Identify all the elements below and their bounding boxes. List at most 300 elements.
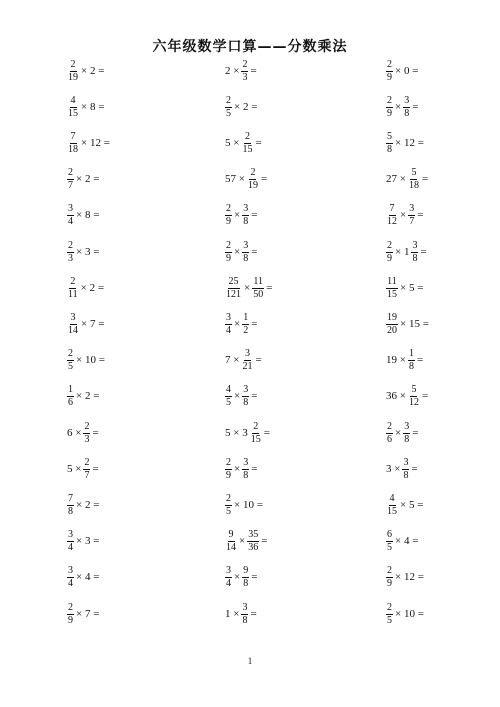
- denominator: 9: [226, 252, 231, 264]
- problem: [224, 168, 268, 191]
- denominator: 8: [243, 252, 249, 264]
- denominator: 4: [68, 542, 73, 554]
- numerator: 2: [387, 58, 392, 70]
- denominator: 15: [250, 433, 261, 445]
- numerator: 3: [243, 239, 249, 251]
- numerator: 2: [226, 456, 231, 468]
- numerator: 2: [242, 58, 248, 70]
- numerator: 2: [68, 348, 73, 360]
- problem: [66, 566, 100, 589]
- problem: [224, 494, 264, 517]
- expression-text: =: [421, 390, 429, 403]
- expression-text: × 7 =: [76, 607, 100, 620]
- fraction: [408, 204, 415, 227]
- expression-text: 5 ×: [67, 462, 82, 475]
- numerator: 3: [403, 456, 409, 468]
- fraction: [67, 530, 74, 553]
- numerator: 3: [226, 565, 231, 577]
- denominator: 18: [408, 180, 419, 192]
- expression-text: =: [251, 317, 258, 330]
- expression-text: × 10 =: [76, 354, 105, 367]
- problem: [66, 494, 100, 517]
- fraction: [402, 458, 409, 481]
- denominator: 8: [243, 216, 249, 228]
- fraction: [242, 313, 249, 336]
- numerator: 2: [387, 565, 392, 577]
- denominator: 8: [404, 433, 410, 445]
- fraction: [67, 313, 79, 336]
- expression-text: 57 ×: [225, 173, 245, 186]
- expression-text: =: [266, 281, 273, 294]
- expression-text: ×: [244, 281, 251, 294]
- problem: [66, 204, 100, 227]
- expression-text: × 5 =: [400, 498, 424, 511]
- fraction: [225, 96, 232, 119]
- denominator: 19: [247, 180, 258, 192]
- fraction: [386, 277, 398, 300]
- fraction: [247, 168, 259, 191]
- expression-text: ×: [234, 245, 241, 258]
- numerator: 6: [387, 529, 392, 541]
- fraction: [225, 530, 237, 553]
- numerator: 4: [226, 384, 231, 396]
- denominator: 20: [387, 324, 397, 336]
- expression-text: =: [420, 245, 427, 258]
- fraction: [386, 132, 393, 155]
- fraction: [403, 96, 410, 119]
- denominator: 14: [68, 324, 78, 336]
- page-title: 六年级数学口算——分数乘法: [152, 39, 348, 55]
- fraction: [67, 277, 79, 300]
- denominator: 9: [387, 71, 392, 83]
- problem: [224, 132, 263, 155]
- expression-text: =: [92, 462, 99, 475]
- problem: [66, 96, 105, 119]
- numerator: 2: [226, 239, 231, 251]
- expression-text: =: [250, 64, 257, 77]
- denominator: 5: [387, 614, 392, 626]
- problem: [385, 530, 419, 553]
- numerator: 2: [226, 94, 231, 106]
- fraction: [386, 422, 393, 445]
- expression-text: =: [255, 136, 262, 149]
- expression-text: =: [255, 354, 262, 367]
- expression-text: × 4 =: [76, 571, 100, 584]
- denominator: 9: [387, 578, 392, 590]
- expression-text: × 8 =: [76, 209, 100, 222]
- problem: [385, 313, 430, 336]
- denominator: 15: [387, 288, 397, 300]
- expression-text: =: [417, 209, 424, 222]
- numerator: 1: [68, 384, 73, 396]
- problem: [224, 530, 268, 553]
- numerator: 3: [244, 348, 250, 360]
- numerator: 3: [243, 456, 249, 468]
- fraction: [242, 204, 249, 227]
- denominator: 6: [68, 397, 73, 409]
- expression-text: × 10 =: [395, 607, 424, 620]
- expression-text: 5 × 3: [225, 426, 248, 439]
- denominator: 121: [226, 288, 241, 300]
- problem: [385, 385, 429, 408]
- fraction: [67, 241, 74, 264]
- expression-text: =: [421, 173, 429, 186]
- numerator: 1: [408, 348, 414, 360]
- expression-text: × 2 =: [76, 173, 100, 186]
- fraction: [411, 241, 418, 264]
- expression-text: × 10 =: [234, 498, 263, 511]
- fraction: [250, 422, 262, 445]
- expression-text: × 0 =: [395, 64, 419, 77]
- expression-text: =: [263, 426, 270, 439]
- numerator: 3: [68, 529, 73, 541]
- expression-text: 1 ×: [225, 607, 240, 620]
- problem: [224, 241, 258, 264]
- denominator: 3: [68, 252, 73, 264]
- fraction: [408, 385, 420, 408]
- fraction: [242, 385, 249, 408]
- problem: [224, 349, 263, 372]
- expression-text: 6 ×: [67, 426, 82, 439]
- problem: [66, 530, 100, 553]
- problem: [66, 349, 106, 372]
- denominator: 5: [226, 505, 231, 517]
- expression-text: =: [260, 173, 268, 186]
- fraction: [403, 422, 410, 445]
- fraction: [386, 313, 398, 336]
- fraction: [386, 96, 393, 119]
- problem: [385, 96, 419, 119]
- numerator: 5: [387, 130, 392, 142]
- denominator: 7: [409, 216, 415, 228]
- numerator: 2: [244, 130, 250, 142]
- expression-text: 27 ×: [386, 173, 406, 186]
- expression-text: × 8 =: [81, 100, 105, 113]
- expression-text: 5 ×: [225, 136, 240, 149]
- numerator: 9: [243, 565, 249, 577]
- expression-text: 19 ×: [386, 354, 406, 367]
- numerator: 3: [68, 565, 73, 577]
- denominator: 9: [387, 107, 392, 119]
- denominator: 15: [68, 107, 78, 119]
- denominator: 14: [226, 542, 236, 554]
- problem: [224, 566, 258, 589]
- expression-text: × 5 =: [400, 281, 424, 294]
- problem: [224, 458, 258, 481]
- expression-text: =: [411, 462, 418, 475]
- denominator: 9: [226, 216, 231, 228]
- numerator: 2: [250, 167, 256, 179]
- page-number: 1: [247, 656, 253, 666]
- denominator: 8: [412, 252, 418, 264]
- fraction: [83, 458, 90, 481]
- fraction: [225, 204, 232, 227]
- expression-text: 2 ×: [225, 64, 240, 77]
- denominator: 7: [84, 469, 90, 481]
- expression-text: 36 ×: [386, 390, 406, 403]
- problem: [66, 132, 111, 155]
- numerator: 35: [248, 529, 259, 541]
- problem: [385, 349, 424, 372]
- fraction: [67, 132, 79, 155]
- denominator: 36: [248, 542, 259, 554]
- numerator: 3: [70, 311, 76, 323]
- numerator: 5: [411, 384, 417, 396]
- numerator: 3: [226, 311, 231, 323]
- problem: [224, 204, 258, 227]
- numerator: 2: [68, 239, 73, 251]
- numerator: 4: [389, 492, 395, 504]
- fraction: [67, 168, 74, 191]
- expression-text: ×: [234, 317, 241, 330]
- denominator: 7: [68, 180, 73, 192]
- numerator: 2: [253, 420, 259, 432]
- numerator: 2: [84, 456, 90, 468]
- numerator: 2: [84, 420, 90, 432]
- problem: [66, 313, 105, 336]
- problem: [66, 603, 100, 626]
- expression-text: ×: [234, 571, 241, 584]
- denominator: 5: [226, 107, 231, 119]
- fraction: [225, 241, 232, 264]
- fraction: [408, 349, 415, 372]
- expression-text: ×: [234, 462, 241, 475]
- expression-text: =: [412, 426, 419, 439]
- expression-text: 3 ×: [386, 462, 401, 475]
- expression-text: × 4 =: [395, 535, 419, 548]
- fraction: [241, 132, 253, 155]
- denominator: 15: [387, 505, 397, 517]
- denominator: 15: [242, 143, 253, 155]
- denominator: 18: [68, 143, 78, 155]
- fraction: [225, 566, 232, 589]
- expression-text: × 15 =: [400, 317, 429, 330]
- problem: [66, 168, 100, 191]
- denominator: 12: [408, 397, 419, 409]
- fraction: [242, 566, 249, 589]
- denominator: 4: [68, 578, 73, 590]
- expression-text: ×: [234, 209, 241, 222]
- problem: [385, 277, 424, 300]
- expression-text: ×: [400, 209, 407, 222]
- problem: [66, 458, 100, 481]
- problem: [385, 168, 429, 191]
- problem: [385, 494, 424, 517]
- expression-text: × 12 =: [395, 571, 424, 584]
- denominator: 8: [243, 469, 249, 481]
- fraction: [67, 96, 79, 119]
- problem: [66, 422, 100, 445]
- numerator: 2: [387, 239, 392, 251]
- expression-text: =: [251, 571, 258, 584]
- fraction: [241, 60, 248, 83]
- numerator: 3: [243, 384, 249, 396]
- fraction: [386, 60, 393, 83]
- expression-text: ×: [234, 390, 241, 403]
- denominator: 8: [404, 107, 410, 119]
- fraction: [408, 168, 420, 191]
- denominator: 8: [403, 469, 409, 481]
- numerator: 3: [412, 239, 418, 251]
- expression-text: × 2 =: [80, 281, 105, 294]
- expression-text: =: [261, 535, 268, 548]
- expression-text: × 2 =: [81, 64, 105, 77]
- fraction: [247, 530, 259, 553]
- numerator: 25: [228, 275, 239, 287]
- denominator: 4: [226, 324, 231, 336]
- numerator: 9: [228, 529, 234, 541]
- expression-text: × 2 =: [76, 390, 100, 403]
- numerator: 7: [389, 203, 395, 215]
- numerator: 3: [243, 203, 249, 215]
- denominator: 11: [68, 288, 78, 300]
- problem: [224, 603, 258, 626]
- denominator: 8: [243, 578, 249, 590]
- denominator: 4: [68, 216, 73, 228]
- expression-text: × 2 =: [76, 498, 100, 511]
- problem: [385, 422, 419, 445]
- denominator: 4: [226, 578, 231, 590]
- numerator: 7: [68, 492, 73, 504]
- expression-text: × 7 =: [81, 317, 105, 330]
- numerator: 11: [253, 275, 264, 287]
- problem: [385, 603, 425, 626]
- problem: [224, 422, 271, 445]
- problem: [66, 385, 100, 408]
- denominator: 5: [68, 361, 73, 373]
- expression-text: ×: [395, 426, 402, 439]
- denominator: 3: [84, 433, 90, 445]
- denominator: 12: [387, 216, 397, 228]
- numerator: 5: [411, 167, 417, 179]
- numerator: 2: [68, 601, 73, 613]
- fraction: [67, 385, 74, 408]
- denominator: 21: [242, 361, 253, 373]
- numerator: 2: [387, 601, 392, 613]
- numerator: 2: [68, 167, 73, 179]
- expression-text: × 3 =: [76, 535, 100, 548]
- fraction: [386, 494, 398, 517]
- problem: [66, 277, 105, 300]
- problem: [385, 566, 425, 589]
- fraction: [67, 603, 74, 626]
- expression-text: ×: [239, 535, 246, 548]
- denominator: 8: [243, 397, 249, 409]
- fraction: [225, 277, 242, 300]
- denominator: 19: [68, 71, 78, 83]
- problem: [385, 132, 425, 155]
- denominator: 3: [242, 71, 248, 83]
- expression-text: =: [251, 462, 258, 475]
- problem: [385, 241, 428, 264]
- problem: [66, 241, 100, 264]
- fraction: [225, 494, 232, 517]
- expression-text: =: [251, 209, 258, 222]
- expression-text: × 2 =: [234, 100, 258, 113]
- problem: [224, 277, 273, 300]
- fraction: [67, 566, 74, 589]
- denominator: 50: [253, 288, 264, 300]
- fraction: [67, 494, 74, 517]
- numerator: 4: [70, 94, 76, 106]
- numerator: 2: [387, 94, 392, 106]
- numerator: 2: [226, 203, 231, 215]
- numerator: 3: [404, 94, 410, 106]
- numerator: 2: [387, 420, 392, 432]
- numerator: 7: [70, 130, 76, 142]
- denominator: 5: [387, 542, 392, 554]
- fraction: [386, 241, 393, 264]
- fraction: [225, 458, 232, 481]
- problem: [385, 204, 424, 227]
- expression-text: ×: [395, 100, 402, 113]
- fraction: [67, 204, 74, 227]
- fraction: [241, 349, 253, 372]
- problem: [224, 96, 258, 119]
- problem: [66, 60, 105, 83]
- fraction: [386, 530, 393, 553]
- denominator: 9: [387, 252, 392, 264]
- denominator: 8: [242, 614, 248, 626]
- numerator: 3: [404, 420, 410, 432]
- denominator: 6: [387, 433, 392, 445]
- fraction: [83, 422, 90, 445]
- fraction: [225, 385, 232, 408]
- expression-text: × 12 =: [395, 136, 424, 149]
- expression-text: × 1: [395, 245, 410, 258]
- numerator: 19: [387, 311, 397, 323]
- denominator: 5: [226, 397, 231, 409]
- expression-text: =: [416, 354, 424, 367]
- denominator: 8: [68, 505, 73, 517]
- fraction: [386, 603, 393, 626]
- fraction: [67, 60, 79, 83]
- denominator: 9: [226, 469, 231, 481]
- expression-text: × 12 =: [81, 136, 110, 149]
- fraction: [386, 204, 398, 227]
- expression-text: =: [412, 100, 419, 113]
- numerator: 2: [70, 58, 76, 70]
- problem: [385, 458, 419, 481]
- numerator: 11: [387, 275, 397, 287]
- numerator: 2: [226, 492, 231, 504]
- fraction: [242, 241, 249, 264]
- denominator: 9: [68, 614, 73, 626]
- expression-text: =: [92, 426, 99, 439]
- expression-text: =: [250, 607, 257, 620]
- denominator: 2: [243, 324, 249, 336]
- problem: [385, 60, 419, 83]
- fraction: [386, 566, 393, 589]
- numerator: 1: [243, 311, 249, 323]
- numerator: 3: [409, 203, 415, 215]
- expression-text: 7 ×: [225, 354, 240, 367]
- fraction: [67, 349, 74, 372]
- denominator: 8: [408, 361, 414, 373]
- fraction: [252, 277, 264, 300]
- problem: [224, 385, 258, 408]
- denominator: 8: [387, 143, 392, 155]
- problem: [224, 60, 258, 83]
- numerator: 3: [242, 601, 248, 613]
- numerator: 3: [68, 203, 73, 215]
- problem: [224, 313, 258, 336]
- expression-text: =: [251, 390, 258, 403]
- fraction: [242, 458, 249, 481]
- fraction: [241, 603, 248, 626]
- expression-text: × 3 =: [76, 245, 100, 258]
- expression-text: =: [251, 245, 258, 258]
